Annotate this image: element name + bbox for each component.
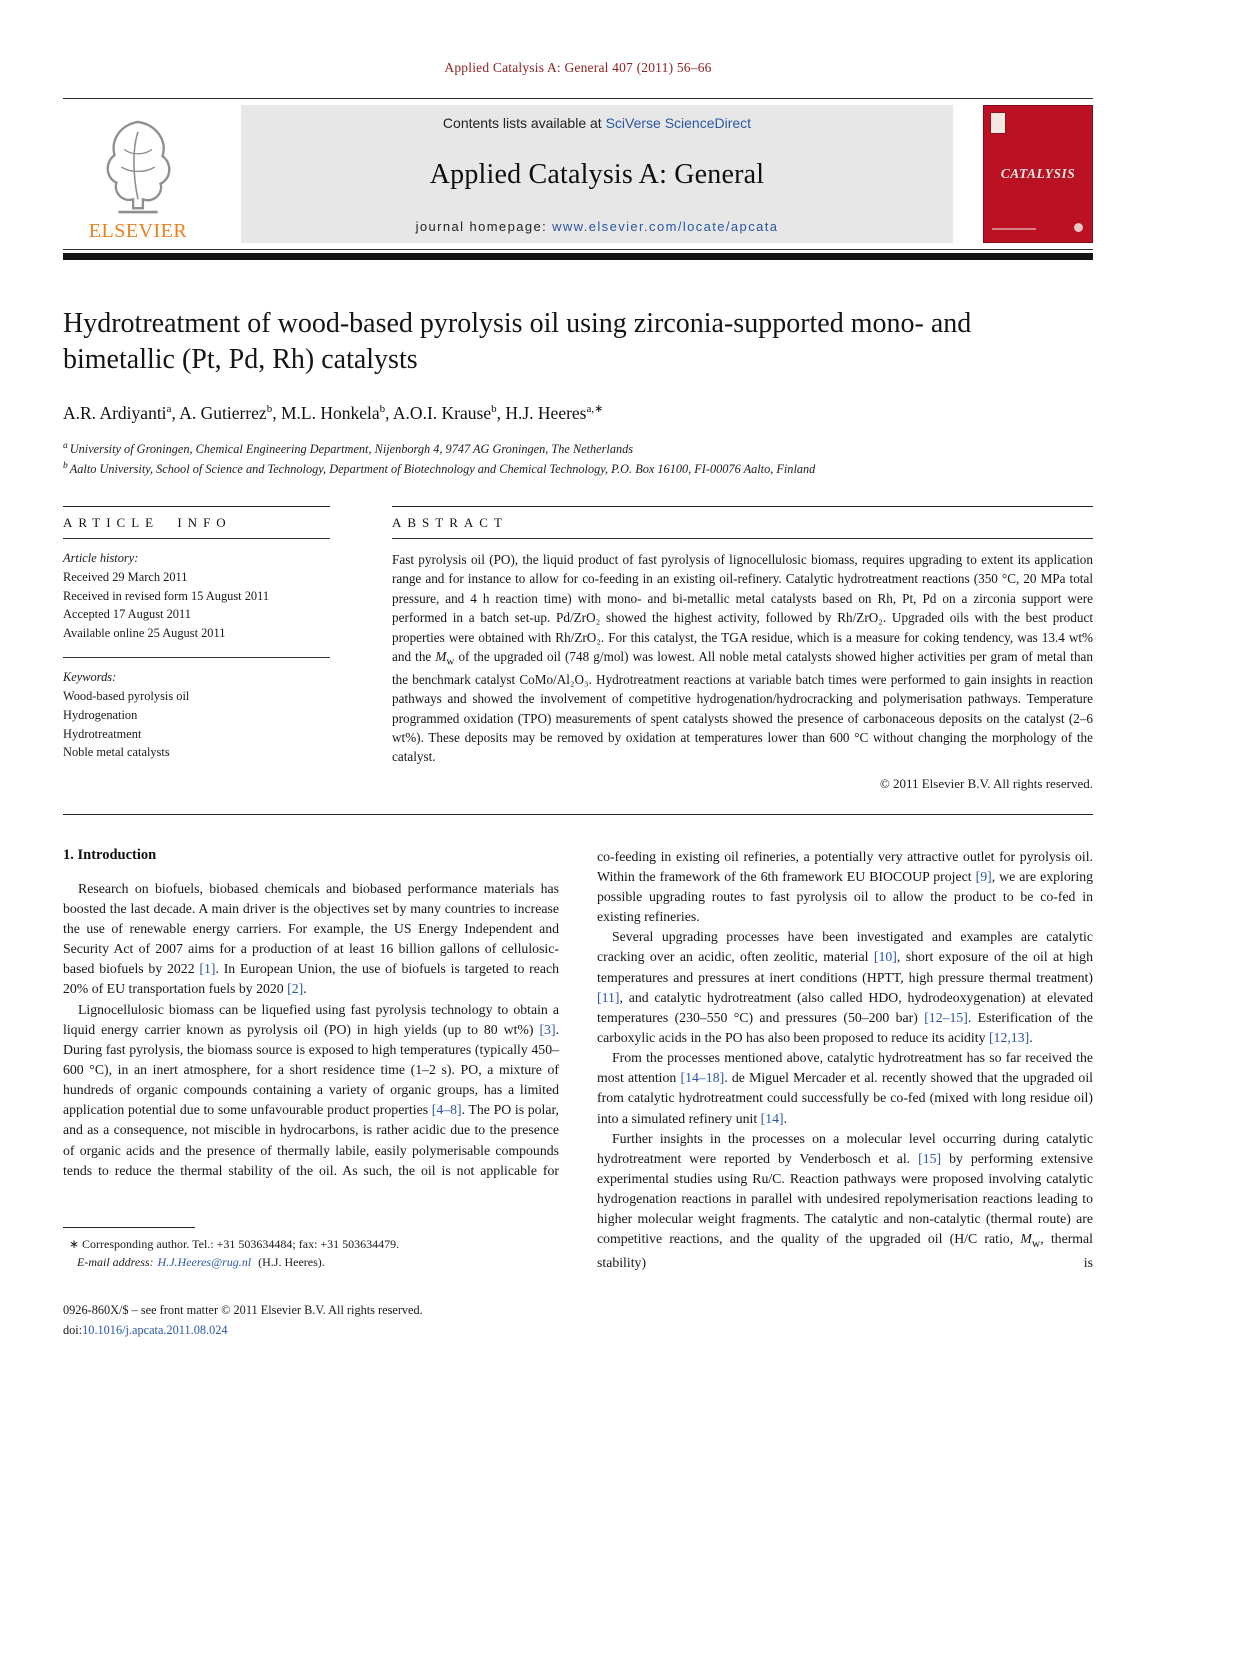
keywords-label: Keywords:: [63, 670, 117, 685]
journal-homepage-link[interactable]: www.elsevier.com/locate/apcata: [552, 219, 779, 234]
article-info-column: [63, 506, 330, 792]
citation-link[interactable]: [3]: [539, 1021, 556, 1037]
article-title: Hydrotreatment of wood-based pyrolysis oil using zirconia-supported mono- and bimetallic (Pt, Pd, Rh) catalysts: [63, 308, 972, 376]
contents-prefix: Contents lists available at: [442, 115, 606, 131]
abstract-text: Fast pyrolysis oil (PO), the liquid product of fast pyrolysis of lignocellulosic biomass, requires upgrading to extent its application range and for instance to allow for co-feeding in an existing oil-refinery. Catalytic hydrotreatment reactions (350 °C, 20 MPa total pressure, and 4 h reaction time) with mono- and bi-metallic metal catalysts based on Rh, Pt, Pd on a zirconia support were performed in a batch set-up. Pd/ZrO₂ showed the highest activity, followed by Rh/ZrO₂. Upgraded oils with the best product properties were obtained with Rh/ZrO₂. For this catalyst, the TGA residue, which is a measure for coking tendency, was 13.4 wt% and the $M_w$ of the upgraded oil (748 g/mol) was lowest. All noble metal catalysts showed higher activities per gram of metal than the benchmark catalyst CoMo/Al₂O₃. Hydrotreatment reactions at variable batch times were performed to gain insights in reaction pathways and showed the involvement of competitive hydrogenation/hydrocracking and polymerisation pathways. Temperature programmed oxidation (TPO) measurements of spent catalysts showed the presence of carbonaceous deposits on the catalyst (2–6 wt%). These deposits may be removed by oxidation at temperatures lower than 600 °C without changing the morphology of the catalyst.: [392, 551, 1093, 765]
citation-link[interactable]: [14–18]: [680, 1070, 725, 1086]
issn-copyright-line: 0926-860X/$ – see front matter © 2011 Elsevier B.V. All rights reserved.: [63, 1302, 423, 1317]
citation-link[interactable]: [10]: [873, 949, 897, 965]
author-name: A. Gutierrez$^b$,: [179, 402, 281, 423]
history-item: Received 29 March 2011: [63, 569, 188, 584]
author-affiliation-marker: b: [379, 402, 386, 415]
paragraph: From the processes mentioned above, catalytic hydrotreatment has so far received the most attention [14–18]. de Miguel Mercader et al. recently showed that the upgraded oil from catalytic hydrotreatment could successfully be co-fed (mixed with long residue oil) into a simulated refinery unit [14].: [597, 1050, 1093, 1126]
keyword-item: Wood-based pyrolysis oil: [63, 688, 190, 703]
footnote-rule: [63, 1227, 195, 1228]
history-item: Available online 25 August 2011: [63, 626, 226, 641]
doi-link[interactable]: 10.1016/j.apcata.2011.08.024: [82, 1322, 228, 1337]
journal-cover-thumbnail: [983, 105, 1093, 243]
abstract-copyright: © 2011 Elsevier B.V. All rights reserved.: [879, 775, 1093, 791]
journal-header-banner: [63, 98, 1093, 250]
elsevier-wordmark: ELSEVIER: [88, 220, 188, 242]
history-item: Accepted 17 August 2011: [63, 607, 191, 622]
keywords-block: [63, 658, 330, 762]
citation-link[interactable]: [1]: [199, 961, 216, 977]
author-name: M.L. Honkela$^b$,: [280, 402, 393, 423]
section-heading-introduction: 1. Introduction: [63, 846, 157, 863]
email-line: [63, 1253, 559, 1271]
journal-title: Applied Catalysis A: General: [429, 159, 765, 190]
abstract-column: [392, 506, 1093, 792]
affiliation-line: $^a$ University of Groningen, Chemical Engineering Department, Nijenborgh 4, 9747 AG Groningen, The Netherlands: [63, 440, 634, 456]
article-info-heading: ARTICLE INFO: [63, 514, 232, 530]
left-column: [63, 847, 559, 1340]
email-suffix: (H.J. Heeres).: [255, 1254, 325, 1269]
abstract-heading: ABSTRACT: [392, 514, 508, 530]
affiliation-marker: b: [63, 460, 68, 471]
citation-link[interactable]: [2]: [287, 981, 304, 997]
citation-link[interactable]: [9]: [975, 868, 992, 884]
cover-decoration-line: [992, 228, 1036, 230]
cover-title: CATALYSIS: [1000, 166, 1076, 181]
body-columns: [63, 847, 1093, 1340]
author-affiliation-marker: b: [266, 402, 273, 415]
elsevier-tree-icon: [89, 115, 187, 219]
authors-line: [63, 402, 1093, 424]
cover-publisher-mark: [990, 112, 1006, 134]
elsevier-logo: [63, 105, 213, 243]
email-link[interactable]: H.J.Heeres@rug.nl: [157, 1254, 252, 1269]
affiliations-block: [63, 439, 1093, 479]
citation-link[interactable]: [12,13]: [988, 1030, 1030, 1046]
black-divider-bar: [63, 253, 1093, 260]
author-affiliation-marker: a: [166, 402, 172, 415]
journal-citation: Applied Catalysis A: General 407 (2011) 56–66: [444, 60, 712, 75]
doi-line: [63, 1321, 559, 1341]
journal-banner-box: [241, 105, 953, 243]
email-label: E-mail address:: [77, 1254, 154, 1269]
right-column: [597, 847, 1093, 1340]
homepage-prefix: journal homepage:: [415, 219, 553, 234]
affiliation-line: $^b$ Aalto University, School of Science and Technology, Department of Biotechnology and Chemical Technology, P.O. Box 16100, FI-00076 Aalto, Finland: [63, 460, 816, 476]
paragraph: Lignocellulosic biomass can be liquefied using fast pyrolysis technology to obtain a liquid energy carrier known as pyrolysis oil (PO) in high yields (up to 80 wt%) [3]. During fast pyrolysis, the biomass source is exposed to high temperatures (typically 450–600 °C), in an inert atmosphere, for a short residence time (1–2 s). PO, a mixture of hundreds of organic compounds containing a variety of organic groups, has a limited application potential due to some unfavourable product properties [4–8]. The PO is polar, and as a consequence, not miscible in hydrocarbons, is rather acidic due to the presence of organic acids and the presence of thermally labile, easily polymerisable compounds tends to reduce the thermal stability of the oil. As such, the oil is not applicable for: [63, 1001, 559, 1178]
author-affiliation-marker: a,∗: [586, 402, 604, 415]
author-name: H.J. Heeres$^{a,∗}$: [505, 402, 604, 423]
keyword-item: Hydrotreatment: [63, 726, 142, 741]
affiliation-marker: a: [63, 440, 68, 451]
citation-link[interactable]: [14]: [760, 1110, 784, 1126]
cover-decoration-dot: [1074, 223, 1083, 232]
citation-link[interactable]: [12–15]: [924, 1009, 968, 1025]
journal-homepage-line: [249, 219, 945, 234]
article-history: [63, 539, 330, 657]
corresponding-author-note: ∗ Corresponding author. Tel.: +31 503634484; fax: +31 503634479.: [69, 1236, 400, 1251]
keyword-item: Hydrogenation: [63, 707, 138, 722]
history-item: Received in revised form 15 August 2011: [63, 588, 270, 603]
contents-line: [249, 115, 945, 131]
paragraph: Research on biofuels, biobased chemicals and biobased performance materials has boosted the last decade. A main driver is the objectives set by many countries to increase the use of renewable energy carriers. For example, the US Energy Independent and Security Act of 2007 aims for a production of at least 16 billion gallons of cellulosic-based biofuels by 2022 [1]. In European Union, the use of biofuels is targeted to reach 20% of EU transportation fuels by 2020 [2].: [63, 880, 559, 997]
info-abstract-block: [63, 506, 1093, 792]
sciverse-sciencedirect-link[interactable]: SciVerse ScienceDirect: [605, 115, 752, 131]
doi-label: doi:: [63, 1322, 83, 1337]
author-affiliation-marker: b: [491, 402, 497, 415]
footer-ids: [63, 1301, 559, 1340]
corresponding-author-footnote: [63, 1227, 559, 1271]
paragraph: Several upgrading processes have been investigated and examples are catalytic cracking over an acidic, often zeolitic, material [10], short exposure of the oil at high temperatures and pressures at inert conditions (HPTT, high pressure thermal treatment) [11], and catalytic hydrotreatment (also called HDO, hydrodeoxygenation) at elevated temperatures (230–550 °C) and pressures (50–200 bar) [12–15]. Esterification of the carboxylic acids in the PO has also been proposed to reduce its acidity [12,13].: [597, 929, 1093, 1046]
paragraph: co-feeding in existing oil refineries, a potentially very attractive outlet for pyrolysis oil. Within the framework of the 6th framework EU BIOCOUP project [9], we are exploring possible upgrading routes to fast pyrolysis oil to allow the product to be co-fed in existing refineries.: [597, 848, 1093, 925]
keyword-item: Noble metal catalysts: [63, 745, 170, 760]
citation-link[interactable]: [4–8]: [431, 1102, 462, 1118]
citation-link[interactable]: [15]: [918, 1150, 942, 1166]
paragraph: Further insights in the processes on a molecular level occurring during catalytic hydrotreatment were reported by Venderbosch et al. [15] by performing extensive experimental studies using Ru/C. Reaction pathways were proposed involving catalytic hydrogenation reactions in parallel with undesired repolymerisation reactions leading to higher molecular weight fragments. The catalytic and non-catalytic (thermal route) are competitive reactions, and the quality of the upgraded oil (H/C ratio, $M_w$, thermal stability) is: [597, 1130, 1093, 1270]
author-name: A.R. Ardiyanti$^a$,: [63, 402, 180, 423]
article-history-label: Article history:: [63, 550, 139, 565]
section-divider-rule: [63, 814, 1093, 815]
author-name: A.O.I. Krause$^b$,: [392, 402, 506, 423]
citation-link[interactable]: [11]: [597, 989, 620, 1005]
